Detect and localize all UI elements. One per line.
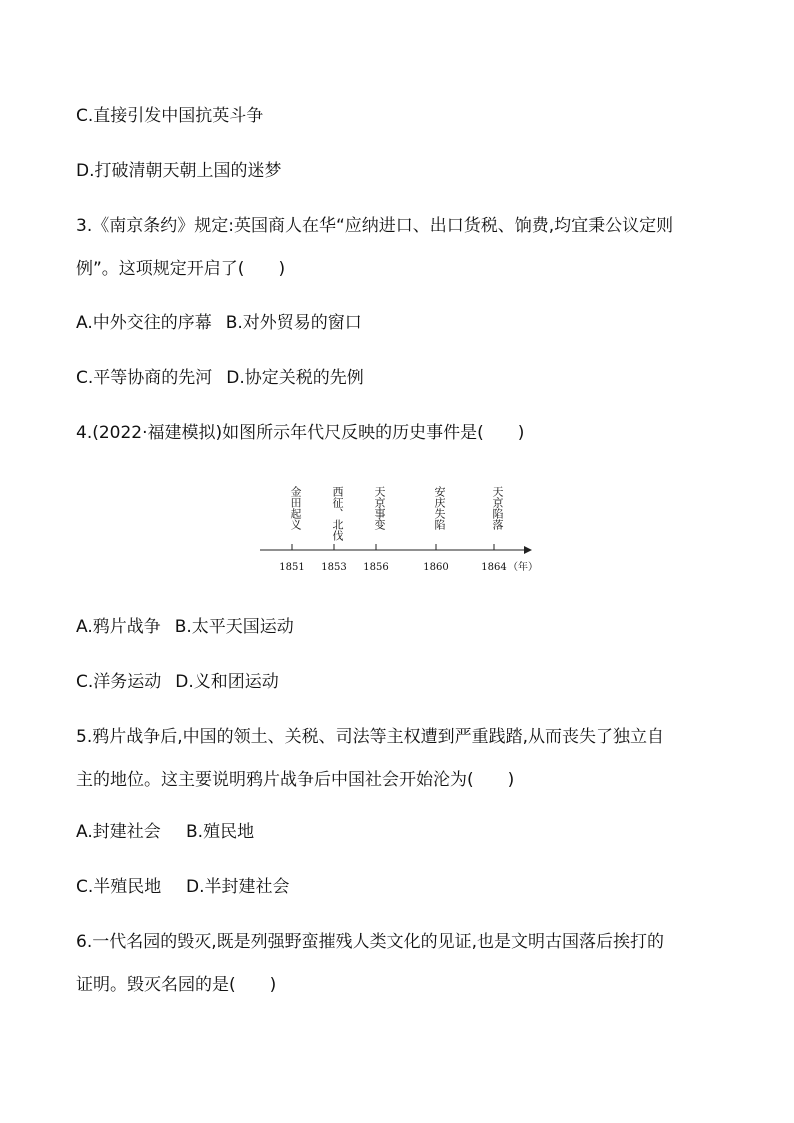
question-5-stem-line-2 (76, 770, 514, 790)
question-5-options-cd (76, 877, 290, 897)
question-5-answer-paren-close: ) (507, 770, 515, 790)
question-4-option-c: C.洋务运动 (76, 672, 162, 692)
question-4-options-ab (76, 617, 294, 637)
question-4-option-d: D.义和团运动 (175, 672, 279, 692)
timeline-event-label-1864: 天京陷落 (491, 486, 504, 530)
timeline-figure (258, 482, 548, 582)
question-5-option-c: C.半殖民地 (76, 877, 162, 897)
question-5-options-ab (76, 822, 254, 842)
question-3-option-c: C.平等协商的先河 (76, 368, 213, 388)
timeline-year-label-1864: 1864 (481, 562, 507, 573)
question-3-stem-line-2 (76, 259, 285, 279)
question-6-stem-line-2 (76, 975, 276, 995)
question-6-stem-line-1: 6.一代名园的毁灭,既是列强野蛮摧残人类文化的见证,也是文明古国落后挨打的 (76, 932, 665, 952)
question-3-option-a: A.中外交往的序幕 (76, 313, 212, 333)
timeline-event-label-1856: 天京事变 (373, 486, 386, 530)
timeline-event-label-1860: 安庆失陷 (433, 486, 446, 530)
question-4-stem (76, 423, 524, 443)
timeline-unit-label: （年） (508, 562, 538, 573)
question-2-option-c: C.直接引发中国抗英斗争 (76, 106, 264, 126)
question-6-answer-paren-close: ) (269, 975, 277, 995)
question-3-option-d: D.协定关税的先例 (226, 368, 364, 388)
question-6-stem-text: 证明。毁灭名园的是( (76, 975, 236, 995)
question-5-stem-text: 主的地位。这主要说明鸦片战争后中国社会开始沦为( (76, 770, 474, 790)
question-3-options-ab (76, 313, 362, 333)
question-3-option-b: B.对外贸易的窗口 (225, 313, 362, 333)
question-2-option-d: D.打破清朝天朝上国的迷梦 (76, 161, 282, 181)
timeline-year-label-1856: 1856 (363, 562, 389, 573)
timeline-event-label-1853: 西征、北伐 (331, 486, 344, 541)
timeline-event-label-1851: 金田起义 (289, 486, 302, 530)
question-5-stem-line-1: 5.鸦片战争后,中国的领土、关税、司法等主权遭到严重践踏,从而丧失了独立自 (76, 727, 665, 747)
question-4-option-a: A.鸦片战争 (76, 617, 161, 637)
question-5-option-a: A.封建社会 (76, 822, 161, 842)
timeline-year-label-1851: 1851 (279, 562, 305, 573)
question-5-option-b: B.殖民地 (186, 822, 255, 842)
question-4-answer-paren-close: ) (517, 423, 525, 443)
timeline-year-label-1853: 1853 (321, 562, 347, 573)
question-4-stem-text: 4.(2022·福建模拟)如图所示年代尺反映的历史事件是( (76, 423, 484, 443)
question-3-stem-line-1: 3.《南京条约》规定:英国商人在华“应纳进口、出口货税、饷费,均宜秉公议定则 (76, 216, 674, 236)
question-3-stem-text: 例”。这项规定开启了( (76, 259, 245, 279)
question-3-answer-paren-close: ) (278, 259, 286, 279)
question-5-option-d: D.半封建社会 (186, 877, 290, 897)
timeline-axis-arrow (524, 546, 532, 554)
timeline-year-label-1860: 1860 (423, 562, 449, 573)
question-3-options-cd (76, 368, 364, 388)
question-4-options-cd (76, 672, 279, 692)
question-4-option-b: B.太平天国运动 (174, 617, 294, 637)
